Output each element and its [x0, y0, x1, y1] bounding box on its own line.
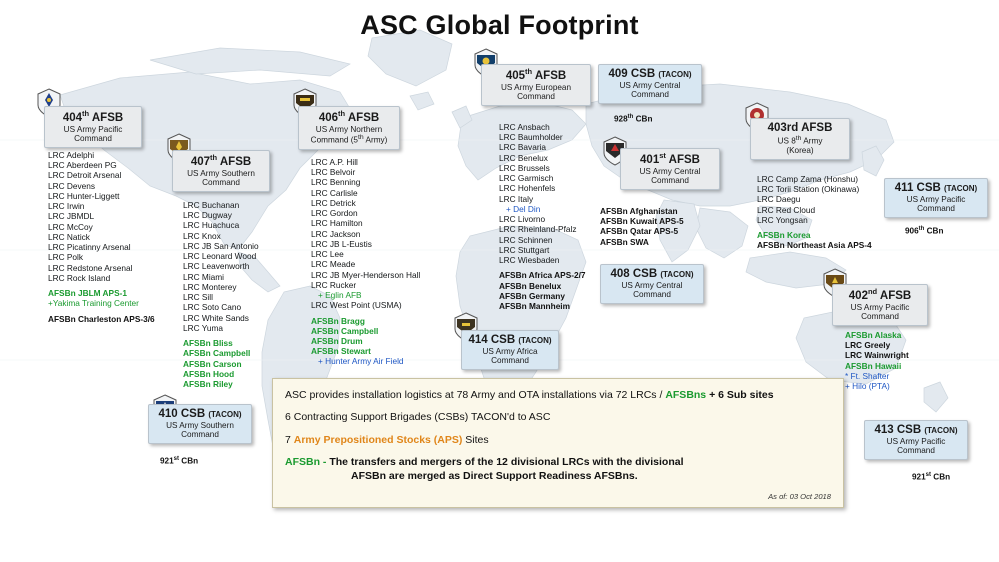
- list-item: LRC Bavaria: [499, 142, 547, 153]
- callout-title: 401st AFSB: [640, 151, 700, 166]
- list-item: LRC Rock Island: [48, 272, 111, 283]
- callout-csb410[interactable]: [148, 404, 252, 444]
- callout-subtitle: Command (5th Army): [310, 133, 388, 145]
- callout-subtitle: Command: [861, 311, 899, 321]
- callout-subtitle: US 8th Army: [777, 134, 823, 146]
- list-item: LRC Carlisle: [311, 187, 358, 198]
- callout-subtitle: (Korea): [786, 145, 814, 155]
- callout-subtitle: US Army Pacific: [906, 194, 966, 204]
- list-item: LRC Soto Cano: [183, 302, 242, 313]
- list-item: LRC Belvoir: [311, 167, 356, 178]
- callout-title: 411 CSB (TACON): [894, 182, 978, 194]
- list-item: LRC Baumholder: [499, 132, 563, 143]
- list-item: AFSBn Bliss: [183, 338, 233, 349]
- list-item: LRC Hohenfels: [499, 183, 556, 194]
- callout-csb409[interactable]: [598, 64, 702, 104]
- list-item: AFSBn Alaska: [845, 330, 902, 340]
- list-item: AFSBn Mannheim: [499, 300, 570, 311]
- list-southern-407: [183, 200, 259, 389]
- callout-csb414[interactable]: [461, 330, 559, 370]
- list-item: LRC Detrick: [311, 197, 356, 208]
- list-item: + Eglin AFB: [318, 290, 362, 301]
- list-item: LRC Wiesbaden: [499, 255, 560, 266]
- list-item: AFSBn Riley: [183, 378, 233, 389]
- list-item: LRC Detroit Arsenal: [48, 170, 122, 181]
- legend-line-afsbn-note: AFSBn - The transfers and mergers of the 12 divisional LRCs with the divisional AFSBn are merged as Direct Support Readiness AFSBns.: [285, 456, 684, 482]
- callout-title: 409 CSB (TACON): [608, 68, 692, 80]
- list-item: LRC Huachuca: [183, 220, 240, 231]
- list-item: AFSBn Hood: [183, 368, 235, 379]
- list-european-405: [499, 122, 586, 311]
- list-item: LRC Stuttgart: [499, 244, 550, 255]
- list-item: LRC Italy: [499, 193, 534, 204]
- callout-title: 405th AFSB: [505, 67, 567, 82]
- list-item: AFSBn Northeast Asia APS-4: [757, 240, 872, 251]
- list-central-401: [600, 206, 684, 247]
- caption-cbn928: 928th CBn: [614, 114, 653, 124]
- list-item: LRC A.P. Hill: [311, 157, 358, 167]
- list-item: +Yakima Training Center: [48, 298, 139, 309]
- legend-line-installations: ASC provides installation logistics at 78 Army and OTA installations via 72 LRCs / AFSBns + 6 Sub sites: [285, 389, 774, 401]
- list-item: AFSBn JBLM APS-1: [48, 288, 127, 299]
- callout-subtitle: Command: [651, 175, 689, 185]
- callout-title: 414 CSB (TACON): [468, 334, 552, 346]
- list-item: AFSBn SWA: [600, 236, 649, 247]
- callout-afsb401[interactable]: [620, 148, 720, 190]
- callout-subtitle: Command: [633, 290, 671, 300]
- list-item: LRC Yongsan: [757, 214, 808, 225]
- list-item: AFSBn Qatar APS-5: [600, 226, 679, 237]
- list-item: LRC Yuma: [183, 322, 223, 333]
- list-item: LRC Sill: [183, 292, 213, 303]
- callout-title: 402nd AFSB: [848, 287, 912, 302]
- callout-subtitle: Command: [181, 430, 219, 440]
- list-northern-406: [311, 157, 420, 367]
- list-item: LRC Leonard Wood: [183, 251, 257, 262]
- legend-line-aps: 7 Army Prepositioned Stocks (APS) Sites: [285, 433, 489, 446]
- list-item: LRC Ansbach: [499, 122, 550, 132]
- callout-title: 407th AFSB: [190, 153, 252, 168]
- callout-subtitle: Command: [917, 204, 955, 214]
- legend-line-csb: 6 Contracting Support Brigades (CSBs) TACON'd to ASC: [285, 411, 551, 424]
- list-item: AFSBn Charleston APS-3/6: [48, 313, 155, 324]
- list-item: LRC Polk: [48, 252, 84, 263]
- list-item: LRC Devens: [48, 180, 96, 191]
- list-pacific-402: [845, 330, 909, 391]
- list-item: LRC Natick: [48, 231, 90, 242]
- callout-subtitle: US Army Central: [619, 80, 681, 90]
- as-of-date: As of: 03 Oct 2018: [768, 492, 831, 501]
- callout-subtitle: Command: [517, 91, 555, 101]
- list-item: LRC Torii Station (Okinawa): [757, 184, 860, 195]
- callout-subtitle: US Army European: [500, 82, 572, 92]
- list-item: LRC Garmisch: [499, 173, 554, 184]
- list-item: LRC Irwin: [48, 201, 85, 212]
- list-item: LRC Greely: [845, 340, 891, 351]
- list-item: AFSBn Hawaii: [845, 360, 902, 371]
- caption-cbn906: 906th CBn: [905, 226, 944, 236]
- list-item: AFSBn Kuwait APS-5: [600, 216, 684, 227]
- callout-subtitle: US Army Pacific: [63, 124, 123, 134]
- callout-subtitle: Command: [491, 356, 529, 366]
- list-item: * Ft. Shafter: [845, 370, 890, 381]
- list-item: LRC JB L-Eustis: [311, 238, 372, 249]
- list-item: LRC Red Cloud: [757, 204, 816, 215]
- list-item: + Hunter Army Air Field: [318, 356, 404, 367]
- list-item: LRC Leavenworth: [183, 261, 250, 272]
- callout-title: 408 CSB (TACON): [610, 268, 694, 280]
- list-item: AFSBn Campbell: [311, 325, 379, 336]
- list-item: LRC Benning: [311, 177, 361, 188]
- callout-subtitle: US Army Central: [639, 166, 701, 176]
- callout-subtitle: US Army Southern: [166, 420, 234, 430]
- list-item: LRC Lee: [311, 249, 344, 260]
- list-item: + Hilo (PTA): [845, 381, 890, 392]
- list-item: LRC Daegu: [757, 194, 801, 205]
- legend-panel: [272, 378, 844, 508]
- list-item: LRC Aberdeen PG: [48, 160, 117, 171]
- callout-subtitle: US Army Pacific: [886, 436, 946, 446]
- list-item: AFSBn Korea: [757, 230, 811, 241]
- list-item: LRC White Sands: [183, 312, 249, 323]
- callout-subtitle: US Army Southern: [187, 168, 255, 178]
- list-item: LRC Wainwright: [845, 350, 909, 361]
- callout-title: 406th AFSB: [318, 109, 380, 124]
- list-item: LRC West Point (USMA): [311, 300, 402, 311]
- callout-title: 410 CSB (TACON): [158, 408, 242, 420]
- list-item: LRC JB San Antonio: [183, 240, 259, 251]
- callout-afsb403[interactable]: [750, 118, 850, 160]
- callout-subtitle: Command: [631, 90, 669, 100]
- list-item: AFSBn Campbell: [183, 348, 251, 359]
- list-item: AFSBn Germany: [499, 290, 565, 301]
- callout-csb411[interactable]: [884, 178, 988, 218]
- callout-csb413[interactable]: [864, 420, 968, 460]
- list-item: LRC Buchanan: [183, 200, 240, 210]
- list-item: LRC Monterey: [183, 281, 237, 292]
- callout-subtitle: US Army Northern: [315, 124, 383, 134]
- list-pacific-404: [48, 150, 155, 324]
- list-item: LRC Livorno: [499, 214, 546, 225]
- callout-subtitle: Command: [897, 446, 935, 456]
- list-item: LRC Miami: [183, 271, 225, 282]
- list-item: AFSBn Carson: [183, 358, 242, 369]
- list-item: LRC Redstone Arsenal: [48, 262, 133, 273]
- list-item: LRC Rucker: [311, 279, 357, 290]
- callout-subtitle: US Army Central: [621, 280, 683, 290]
- list-item: AFSBn Benelux: [499, 280, 562, 291]
- caption-cbn921b: 921st CBn: [912, 472, 951, 482]
- list-item: LRC Meade: [311, 259, 356, 270]
- caption-cbn921a: 921st CBn: [160, 456, 199, 466]
- list-item: LRC McCoy: [48, 221, 93, 232]
- callout-title: 403rd AFSB: [767, 122, 833, 134]
- list-item: LRC Knox: [183, 230, 221, 241]
- list-item: LRC Benelux: [499, 152, 548, 163]
- list-item: LRC Brussels: [499, 162, 550, 173]
- list-item: LRC Picatinny Arsenal: [48, 242, 131, 253]
- page-title: ASC Global Footprint: [360, 10, 639, 40]
- list-korea-403: [757, 174, 872, 251]
- callout-afsb402[interactable]: [832, 284, 928, 326]
- list-item: LRC Jackson: [311, 228, 361, 239]
- list-item: AFSBn Bragg: [311, 315, 365, 326]
- callout-afsb406[interactable]: [298, 106, 400, 150]
- callout-subtitle: US Army Pacific: [850, 302, 910, 312]
- list-item: LRC Gordon: [311, 208, 358, 219]
- callout-afsb404[interactable]: [44, 106, 142, 148]
- list-item: LRC JBMDL: [48, 211, 95, 222]
- list-item: LRC JB Myer-Henderson Hall: [311, 269, 421, 280]
- list-item: LRC Rheinland-Pfalz: [499, 224, 577, 235]
- list-item: AFSBn Africa APS-2/7: [499, 270, 586, 281]
- callout-subtitle: Command: [74, 133, 112, 143]
- callout-csb408[interactable]: [600, 264, 704, 304]
- list-item: LRC Hunter-Liggett: [48, 190, 120, 201]
- list-item: LRC Schinnen: [499, 234, 553, 245]
- callout-afsb405[interactable]: [481, 64, 591, 106]
- list-item: + Del Din: [506, 203, 541, 214]
- callout-subtitle: US Army Africa: [482, 346, 538, 356]
- list-item: LRC Adelphi: [48, 150, 95, 160]
- list-item: LRC Camp Zama (Honshu): [757, 174, 858, 184]
- list-item: AFSBn Drum: [311, 335, 363, 346]
- callout-subtitle: Command: [202, 177, 240, 187]
- callout-title: 404th AFSB: [62, 109, 124, 124]
- list-item: AFSBn Stewart: [311, 346, 371, 357]
- list-item: LRC Hamilton: [311, 218, 363, 229]
- callout-title: 413 CSB (TACON): [874, 424, 958, 436]
- list-item: LRC Dugway: [183, 210, 232, 221]
- callout-afsb407[interactable]: [172, 150, 270, 192]
- list-item: AFSBn Afghanistan: [600, 206, 678, 216]
